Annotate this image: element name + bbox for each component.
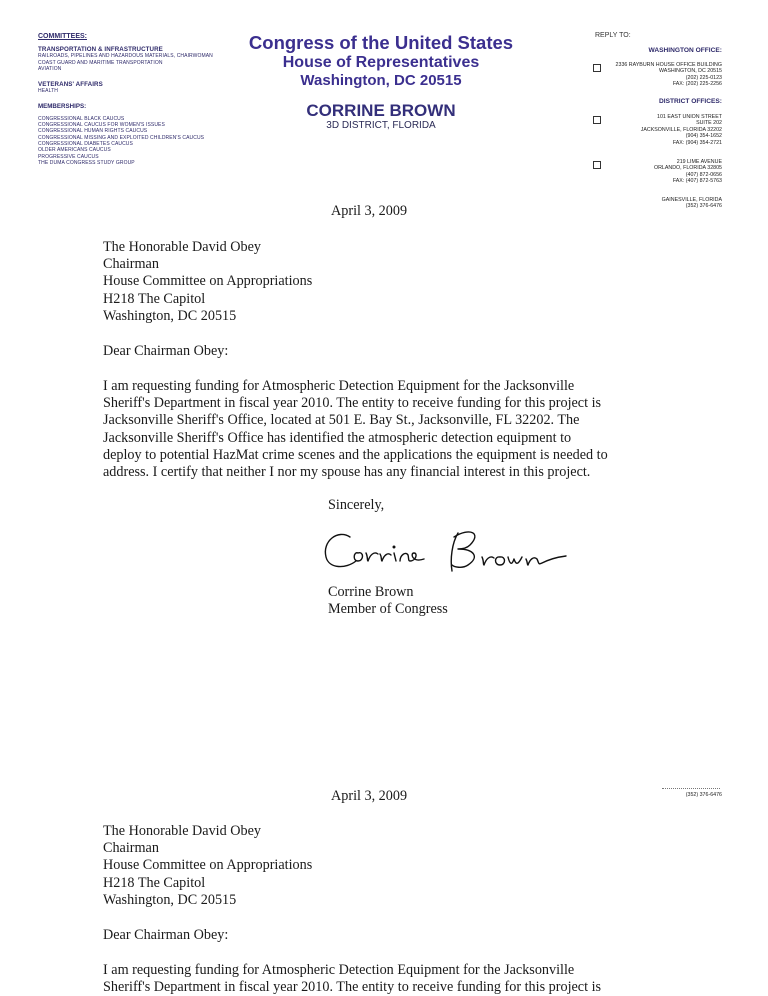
address-line: FAX: (904) 354-2721 [672, 139, 722, 146]
body-line: I am requesting funding for Atmospheric Detection Equipment for the Jacksonville [103, 962, 575, 978]
address-line: House Committee on Appropriations [103, 857, 313, 874]
washington-office-checkbox[interactable] [593, 64, 601, 72]
address-line: Washington, DC 20515 [103, 891, 237, 908]
letterhead [228, 32, 534, 132]
jacksonville-office-address [604, 114, 722, 146]
district-offices-heading: DISTRICT OFFICES: [658, 98, 722, 105]
page2-letter-body [103, 962, 601, 996]
address-line: 219 LIME AVENUE [676, 159, 722, 165]
salutation: Dear Chairman Obey: [103, 343, 229, 359]
membership-line: CONGRESSIONAL DIABETES CAUCUS [38, 140, 133, 147]
committees-column [38, 33, 238, 166]
page2-salutation: Dear Chairman Obey: [103, 927, 229, 943]
committees-heading: COMMITTEES: [38, 33, 87, 40]
letterhead-district: 3D DISTRICT, FLORIDA [326, 120, 436, 131]
page2-recipient-address [103, 823, 312, 909]
address-line: Chairman [103, 840, 159, 857]
page2-smudge-line [662, 788, 720, 789]
membership-line: CONGRESSIONAL CAUCUS FOR WOMEN'S ISSUES [38, 122, 165, 129]
committee-subline: HEALTH [38, 88, 58, 95]
page2-phone-fragment: (352) 376-6476 [685, 792, 722, 798]
committee-transportation-heading: TRANSPORTATION & INFRASTRUCTURE [38, 46, 163, 53]
address-line: (202) 225-0123 [685, 74, 722, 81]
gainesville-office-address [604, 197, 722, 210]
body-line: deploy to potential HazMat crime scenes and the applications the equipment is needed to [103, 446, 608, 463]
washington-office-address [604, 62, 722, 88]
address-line: Chairman [103, 256, 159, 273]
body-line: Sheriff's Department in fiscal year 2010. The entity to receive funding for this project is [103, 395, 602, 412]
membership-line: PROGRESSIVE CAUCUS [38, 153, 99, 160]
body-line: Jacksonville Sheriff's Office has identified the atmospheric detection equipment to [103, 429, 572, 446]
address-line: FAX: (202) 225-2256 [672, 81, 722, 88]
address-line: JACKSONVILLE, FLORIDA 32202 [640, 126, 722, 133]
address-line: (904) 354-1652 [685, 133, 722, 140]
reply-to-label: REPLY TO: [595, 32, 631, 39]
committee-subline: COAST GUARD AND MARITIME TRANSPORTATION [38, 59, 163, 66]
handwritten-signature [320, 523, 570, 578]
address-line: FAX: (407) 872-5763 [672, 178, 722, 185]
signature-name: Corrine Brown [328, 584, 414, 600]
body-line: Sheriff's Department in fiscal year 2010. The entity to receive funding for this project is [103, 979, 602, 996]
letterhead-address: Washington, DC 20515 [300, 72, 462, 89]
letterhead-congress: Congress of the United States [248, 32, 514, 53]
letter-body [103, 378, 608, 481]
address-line: (352) 376-6476 [685, 203, 722, 210]
jacksonville-office-checkbox[interactable] [593, 116, 601, 124]
membership-line: CONGRESSIONAL HUMAN RIGHTS CAUCUS [38, 128, 148, 135]
body-line: address. I certify that neither I nor my spouse has any financial interest in this project. [103, 464, 591, 481]
address-line: 2336 RAYBURN HOUSE OFFICE BUILDING [615, 62, 722, 68]
page2-date: April 3, 2009 [331, 788, 408, 804]
address-line: SUITE 202 [696, 120, 722, 127]
signature-block [328, 584, 448, 618]
membership-line: THE DUMA CONGRESS STUDY GROUP [38, 159, 135, 166]
recipient-address [103, 239, 312, 325]
membership-line: CONGRESSIONAL MISSING AND EXPLOITED CHILDREN'S CAUCUS [38, 134, 205, 141]
address-line: Washington, DC 20515 [103, 307, 237, 324]
orlando-office-address [604, 159, 722, 185]
address-line: H218 The Capitol [103, 874, 206, 891]
address-line: ORLANDO, FLORIDA 32805 [653, 165, 722, 172]
signature-title: Member of Congress [328, 601, 448, 618]
letterhead-house: House of Representatives [282, 54, 480, 71]
address-line: (407) 872-0656 [685, 171, 722, 178]
letter-date: April 3, 2009 [331, 203, 408, 219]
body-line: I am requesting funding for Atmospheric Detection Equipment for the Jacksonville [103, 378, 575, 394]
body-line: Jacksonville Sheriff's Office, located at 501 E. Bay St., Jacksonville, FL 32202. The [103, 412, 580, 429]
committee-subline: RAILROADS, PIPELINES AND HAZARDOUS MATERIALS, CHAIRWOMAN [38, 53, 213, 60]
address-line: H218 The Capitol [103, 290, 206, 307]
membership-line: OLDER AMERICANS CAUCUS [38, 147, 111, 154]
orlando-office-checkbox[interactable] [593, 161, 601, 169]
closing: Sincerely, [328, 497, 385, 513]
washington-office-heading: WASHINGTON OFFICE: [648, 47, 722, 54]
memberships-heading: MEMBERSHIPS: [38, 102, 87, 110]
address-line: WASHINGTON, DC 20515 [659, 68, 722, 75]
committee-subline: AVIATION [38, 65, 62, 72]
address-line: 101 EAST UNION STREET [657, 114, 722, 120]
membership-line: CONGRESSIONAL BLACK CAUCUS [38, 115, 125, 122]
address-line: The Honorable David Obey [103, 239, 261, 255]
address-line: House Committee on Appropriations [103, 273, 313, 290]
letterhead-member-name: CORRINE BROWN [306, 101, 456, 120]
address-line: The Honorable David Obey [103, 823, 261, 839]
address-line: GAINESVILLE, FLORIDA [661, 197, 722, 203]
committee-veterans-heading: VETERANS' AFFAIRS [38, 81, 103, 89]
